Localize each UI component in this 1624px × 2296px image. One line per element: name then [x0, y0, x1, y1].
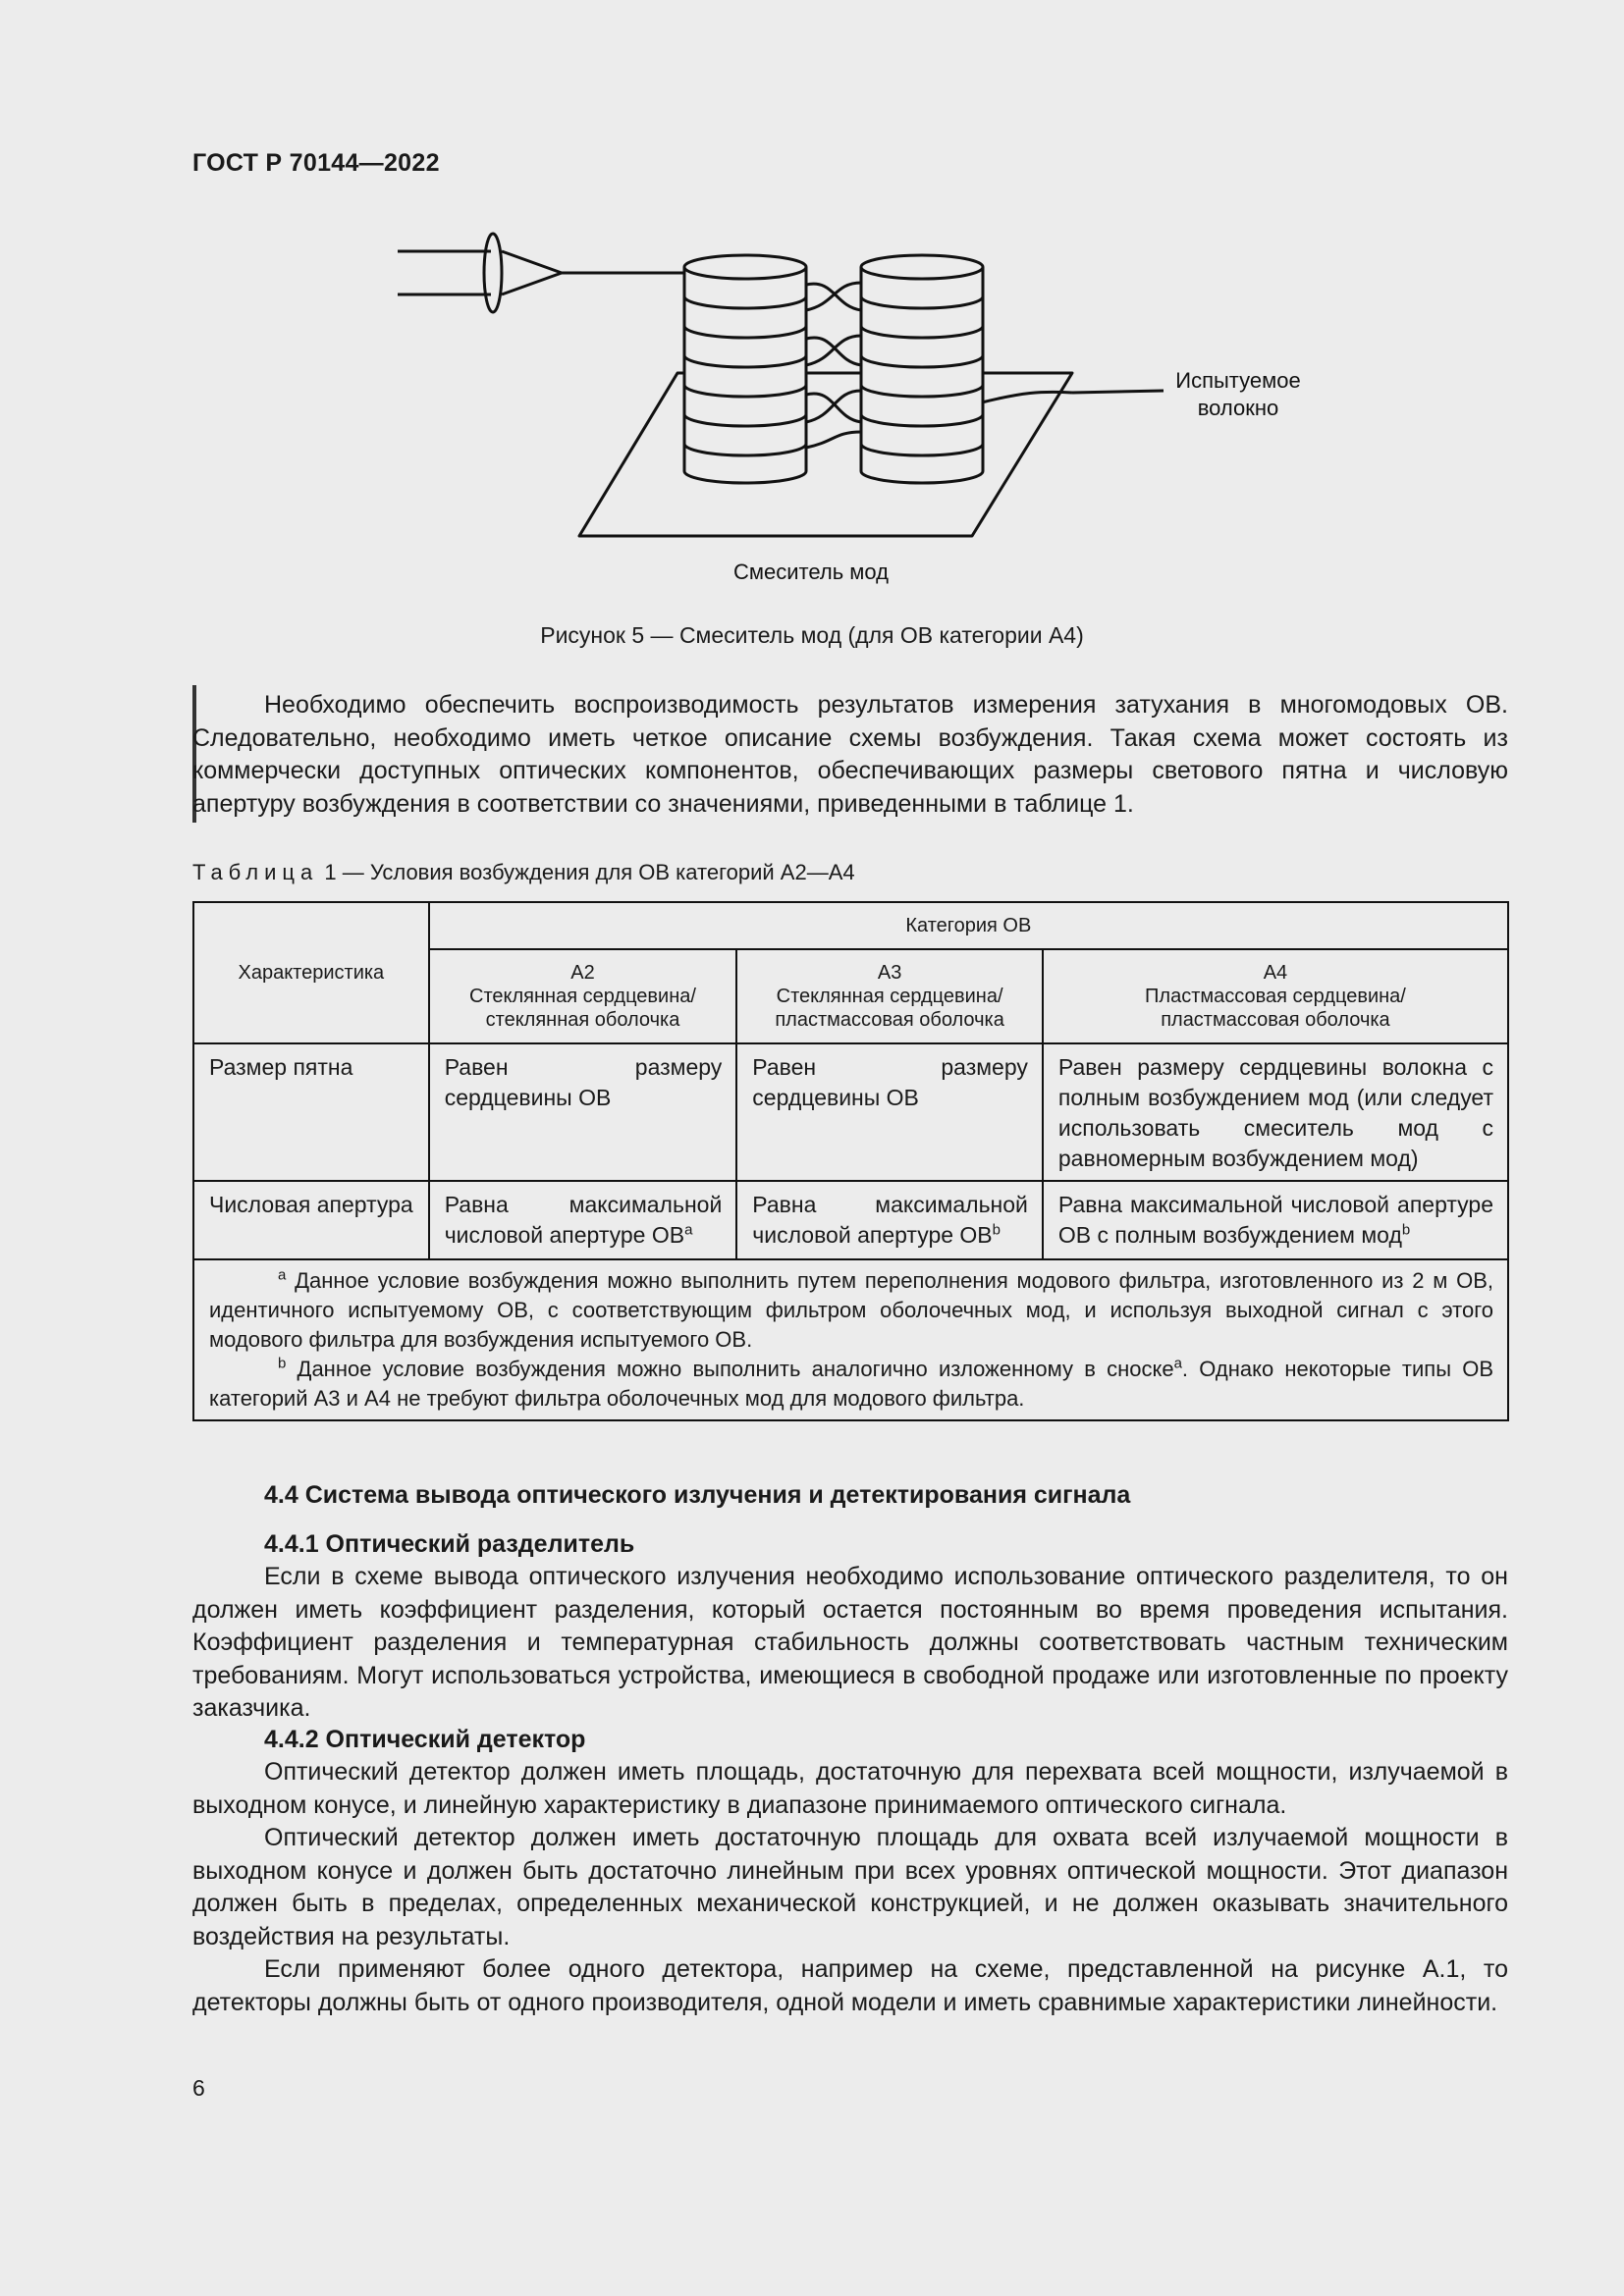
table-row: Числовая апертура Равна максимальной числовой апертуре $ОВ^a$ Равна максимальной числовой апертуре $ОВ^b$ Равна максимальной числовой апертуре ОВ с полным возбуждением мод$^b$ — [193, 1181, 1508, 1259]
label-test-fiber: Испытуемое — [1175, 368, 1301, 393]
footnote-b: $^b$ Данное условие возбуждения можно выполнить аналогично изложенному в сноске$^а$. Однако некоторые типы ОВ категорий А3 и А4 не требуют фильтра оболочечных мод для модового фильтра. — [209, 1355, 1493, 1411]
intro-paragraph: Необходимо обеспечить воспроизводимость результатов измерения затухания в многомодовых ОВ. Следовательно, необходимо иметь четкое описание схемы возбуждения. Такая схема может состоять из коммерчески доступных оптических компонентов, обеспечивающих размеры светового пятна и числовую апертуру возбуждения в соответствии со значениями, приведенными в таблице 1. — [192, 691, 1508, 818]
document-header: ГОСТ Р 70144—2022 — [192, 149, 440, 177]
label-mode-mixer: Смеситель мод — [733, 560, 889, 584]
head-col-a4: А4 Пластмассовая сердцевина/ пластмассовая оболочка — [1043, 949, 1508, 1043]
left-mandrel — [684, 255, 806, 483]
footnote-a: $^a$ Данное условие возбуждения можно выполнить путем переполнения модового фильтра, изготовленного из 2 м ОВ, идентичного испытуемому ОВ, с соответствующим фильтром оболочечных мод, и используя выходной сигнал с этого модового фильтра для возбуждения испытуемого ОВ. — [209, 1266, 1493, 1352]
mode-mixer-figure — [0, 0, 1624, 628]
head-col-a2: А2 Стеклянная сердцевина/ стеклянная оболочка — [429, 949, 737, 1043]
table-footnotes — [193, 1259, 1508, 1420]
output-fiber — [1072, 391, 1164, 393]
section-4-4-2-text: Оптический детектор должен иметь площадь, достаточную для перехвата всей мощности, излучаемой в выходном конусе, и линейную характеристику в диапазоне принимаемого оптического сигнала. Оптический детектор должен иметь достаточную площадь для охвата всей излучаемой мощности в выходном конусе и должен быть достаточно линейным при всех уровнях оптической мощности. Этот диапазон должен быть в пределах, определенных механической конструкцией, и не должен оказывать значительного воздействия на результаты. Если применяют более одного детектора, например на схеме, представленной на рисунке А.1, то детекторы должны быть от одного производителя, одной модели и иметь сравнимые характеристики линейности. — [192, 1758, 1508, 2016]
table-row: Размер пятна Равен размеру сердцевины ОВ Равен размеру сердцевины ОВ Равен размеру сердцевины волокна с полным возбуждением мод (или следует использовать смеситель мод с равномерным возбуждением мод) — [193, 1043, 1508, 1181]
section-4-4-1-text: Если в схеме вывода оптического излучения необходимо использование оптического разделителя, то он должен иметь коэффициент разделения, который остается постоянным во время проведения испытания. Коэффициент разделения и температурная стабильность должны соответствовать частным техническим требованиям. Могут использоваться устройства, имеющиеся в свободной продаже или изготовленные по проекту заказчика. — [192, 1563, 1508, 1722]
page-number: 6 — [192, 2075, 205, 2101]
excitation-conditions-table — [192, 901, 1509, 1421]
figure-caption: Рисунок 5 — Смеситель мод (для ОВ категории А4) — [540, 622, 1084, 648]
section-4-4-title: 4.4 Система вывода оптического излучения и детектирования сигнала — [264, 1481, 1131, 1509]
label-test-fiber-2: волокно — [1197, 396, 1279, 420]
section-4-4-2-title: 4.4.2 Оптический детектор — [264, 1726, 586, 1753]
section-4-4-1-title: 4.4.1 Оптический разделитель — [264, 1530, 635, 1558]
table-title: Таблица 1 — Условия возбуждения для ОВ категорий А2—А4 — [192, 860, 855, 884]
head-category: Категория ОВ — [429, 902, 1508, 949]
head-col-a3: А3 Стеклянная сердцевина/ пластмассовая оболочка — [736, 949, 1043, 1043]
head-characteristic: Характеристика — [193, 902, 429, 1043]
fiber-windings — [806, 283, 861, 448]
focus-cone — [502, 251, 562, 294]
right-mandrel — [861, 255, 983, 483]
lens-icon — [484, 234, 502, 312]
